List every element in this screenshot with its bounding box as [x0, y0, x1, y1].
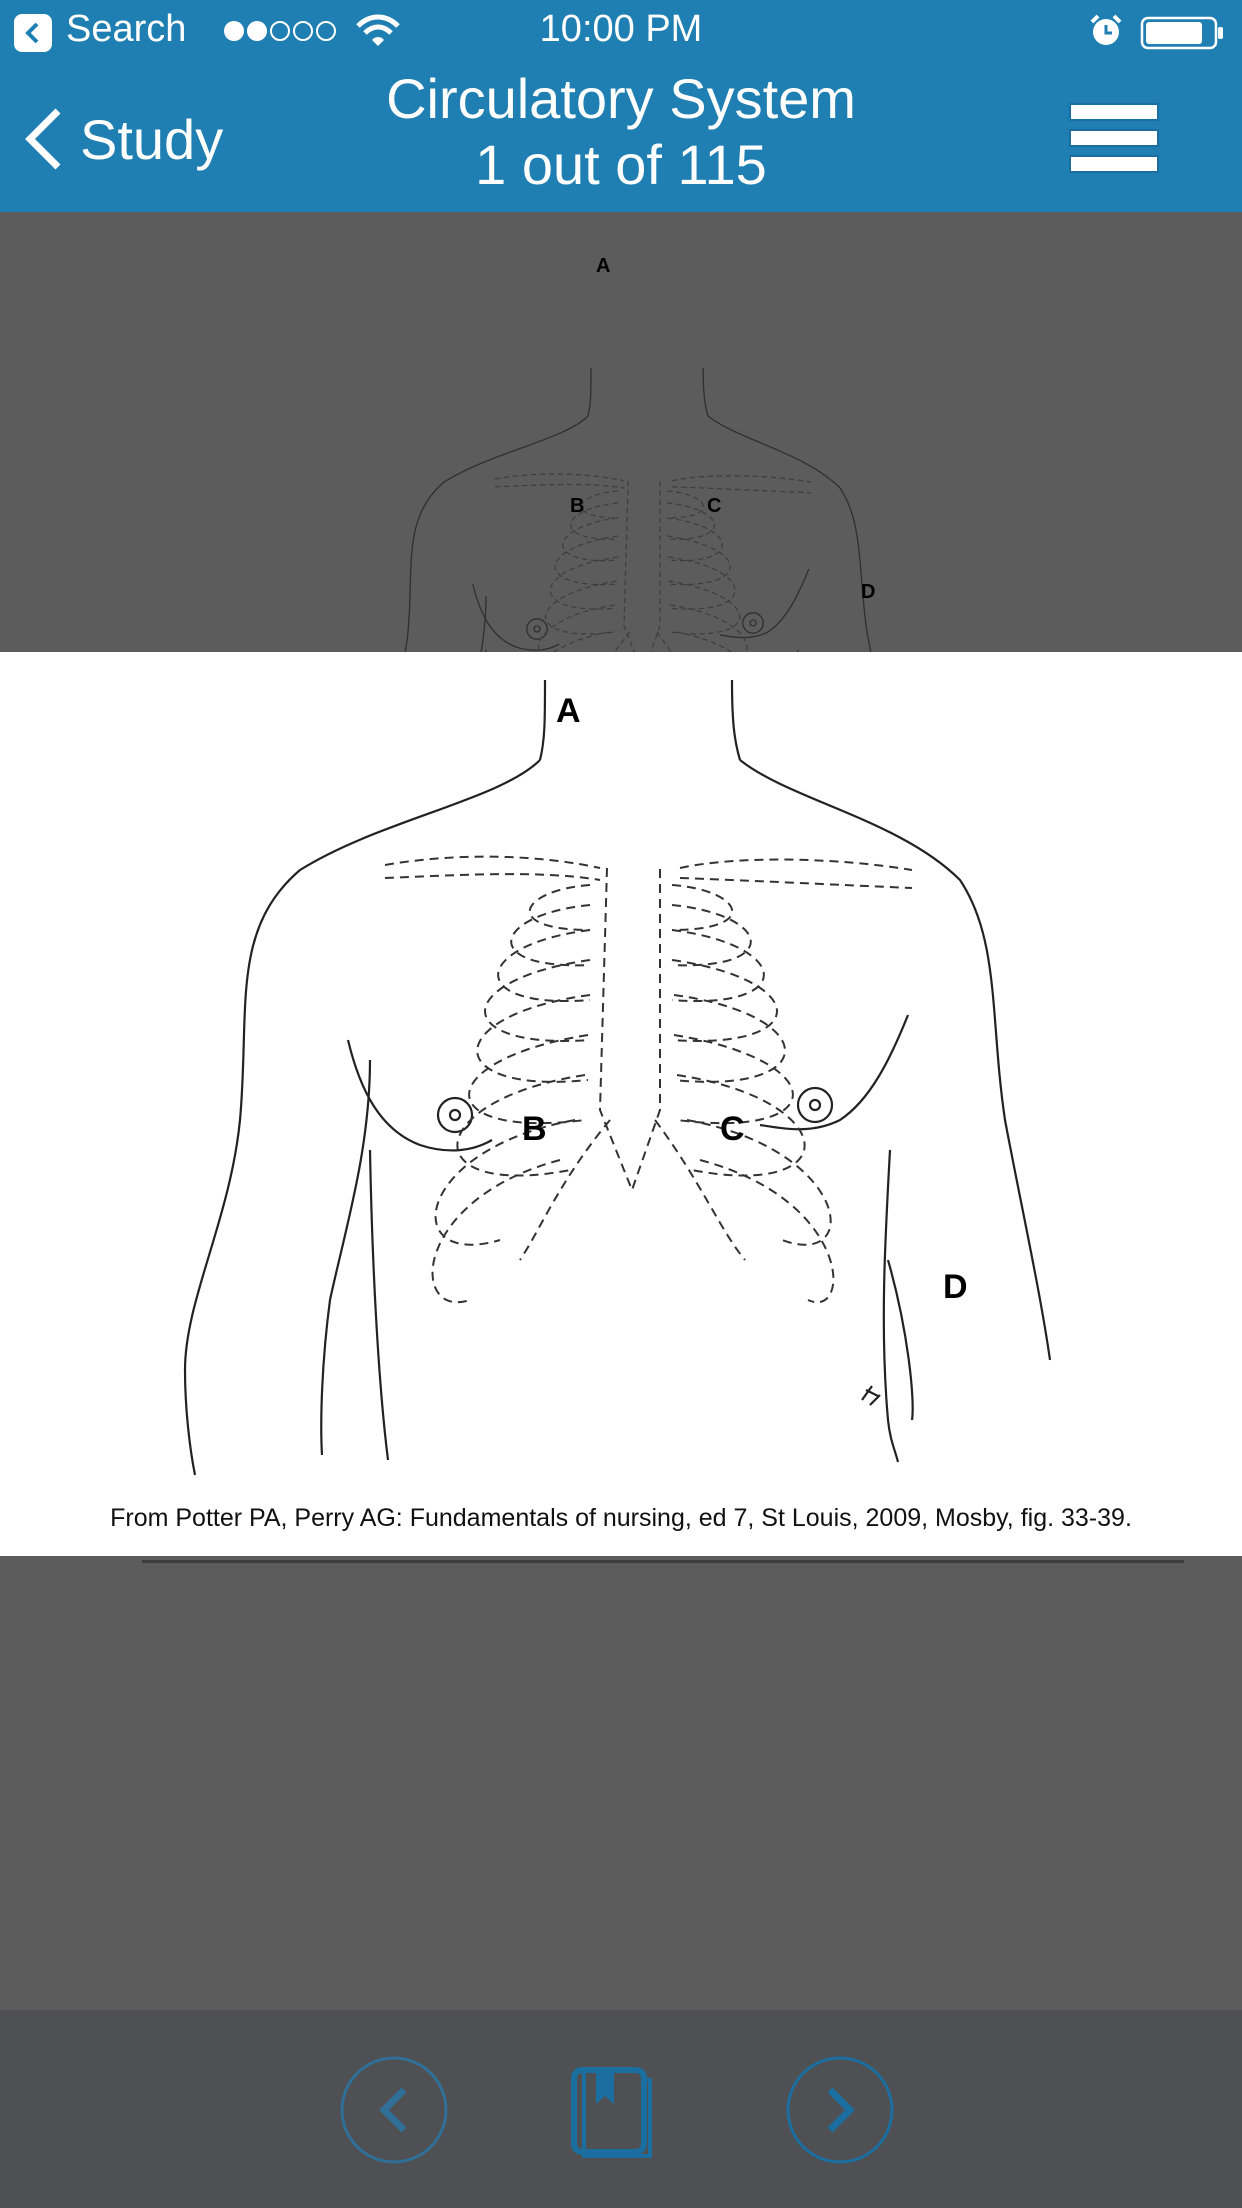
- label-a: A: [556, 692, 581, 730]
- navigation-bar: [0, 64, 1242, 212]
- next-card-button[interactable]: [784, 2054, 896, 2166]
- dim-label-d: D: [861, 581, 876, 603]
- bookmark-book-icon: [574, 2070, 650, 2156]
- dim-label-c: C: [707, 495, 722, 517]
- chest-diagram: [0, 652, 1242, 1492]
- bookmark-button[interactable]: [570, 2064, 654, 2158]
- battery-icon: [1140, 16, 1224, 50]
- figure-card: [0, 652, 1242, 1556]
- dim-label-a: A: [596, 255, 611, 277]
- dim-label-b: B: [570, 495, 585, 517]
- menu-icon[interactable]: [1068, 102, 1160, 174]
- page-title: [300, 66, 942, 198]
- divider: [142, 1560, 1184, 1563]
- back-button-label: Study: [80, 107, 224, 171]
- label-d: D: [943, 1268, 968, 1306]
- chevron-right-icon: [830, 2090, 850, 2130]
- clock-time: 10:00 PM: [539, 8, 703, 50]
- label-c: C: [720, 1110, 745, 1148]
- alarm-icon: [1089, 14, 1123, 48]
- figure-caption: From Potter PA, Perry AG: Fundamentals of nursing, ed 7, St Louis, 2009, Mosby, fig. 33-39.: [110, 1504, 1132, 1532]
- back-button[interactable]: [24, 104, 223, 174]
- previous-card-button[interactable]: [338, 2054, 450, 2166]
- bottom-toolbar: [0, 2010, 1242, 2208]
- label-b: B: [522, 1110, 547, 1148]
- status-bar: [0, 0, 1242, 64]
- chevron-left-icon: [384, 2090, 404, 2130]
- background-flashcard-image: [0, 212, 1242, 652]
- card-counter: 1 out of 115: [475, 133, 767, 196]
- page-title-text: Circulatory System: [386, 67, 856, 130]
- chevron-left-icon: [24, 107, 64, 171]
- back-to-app-label[interactable]: Search: [66, 8, 187, 50]
